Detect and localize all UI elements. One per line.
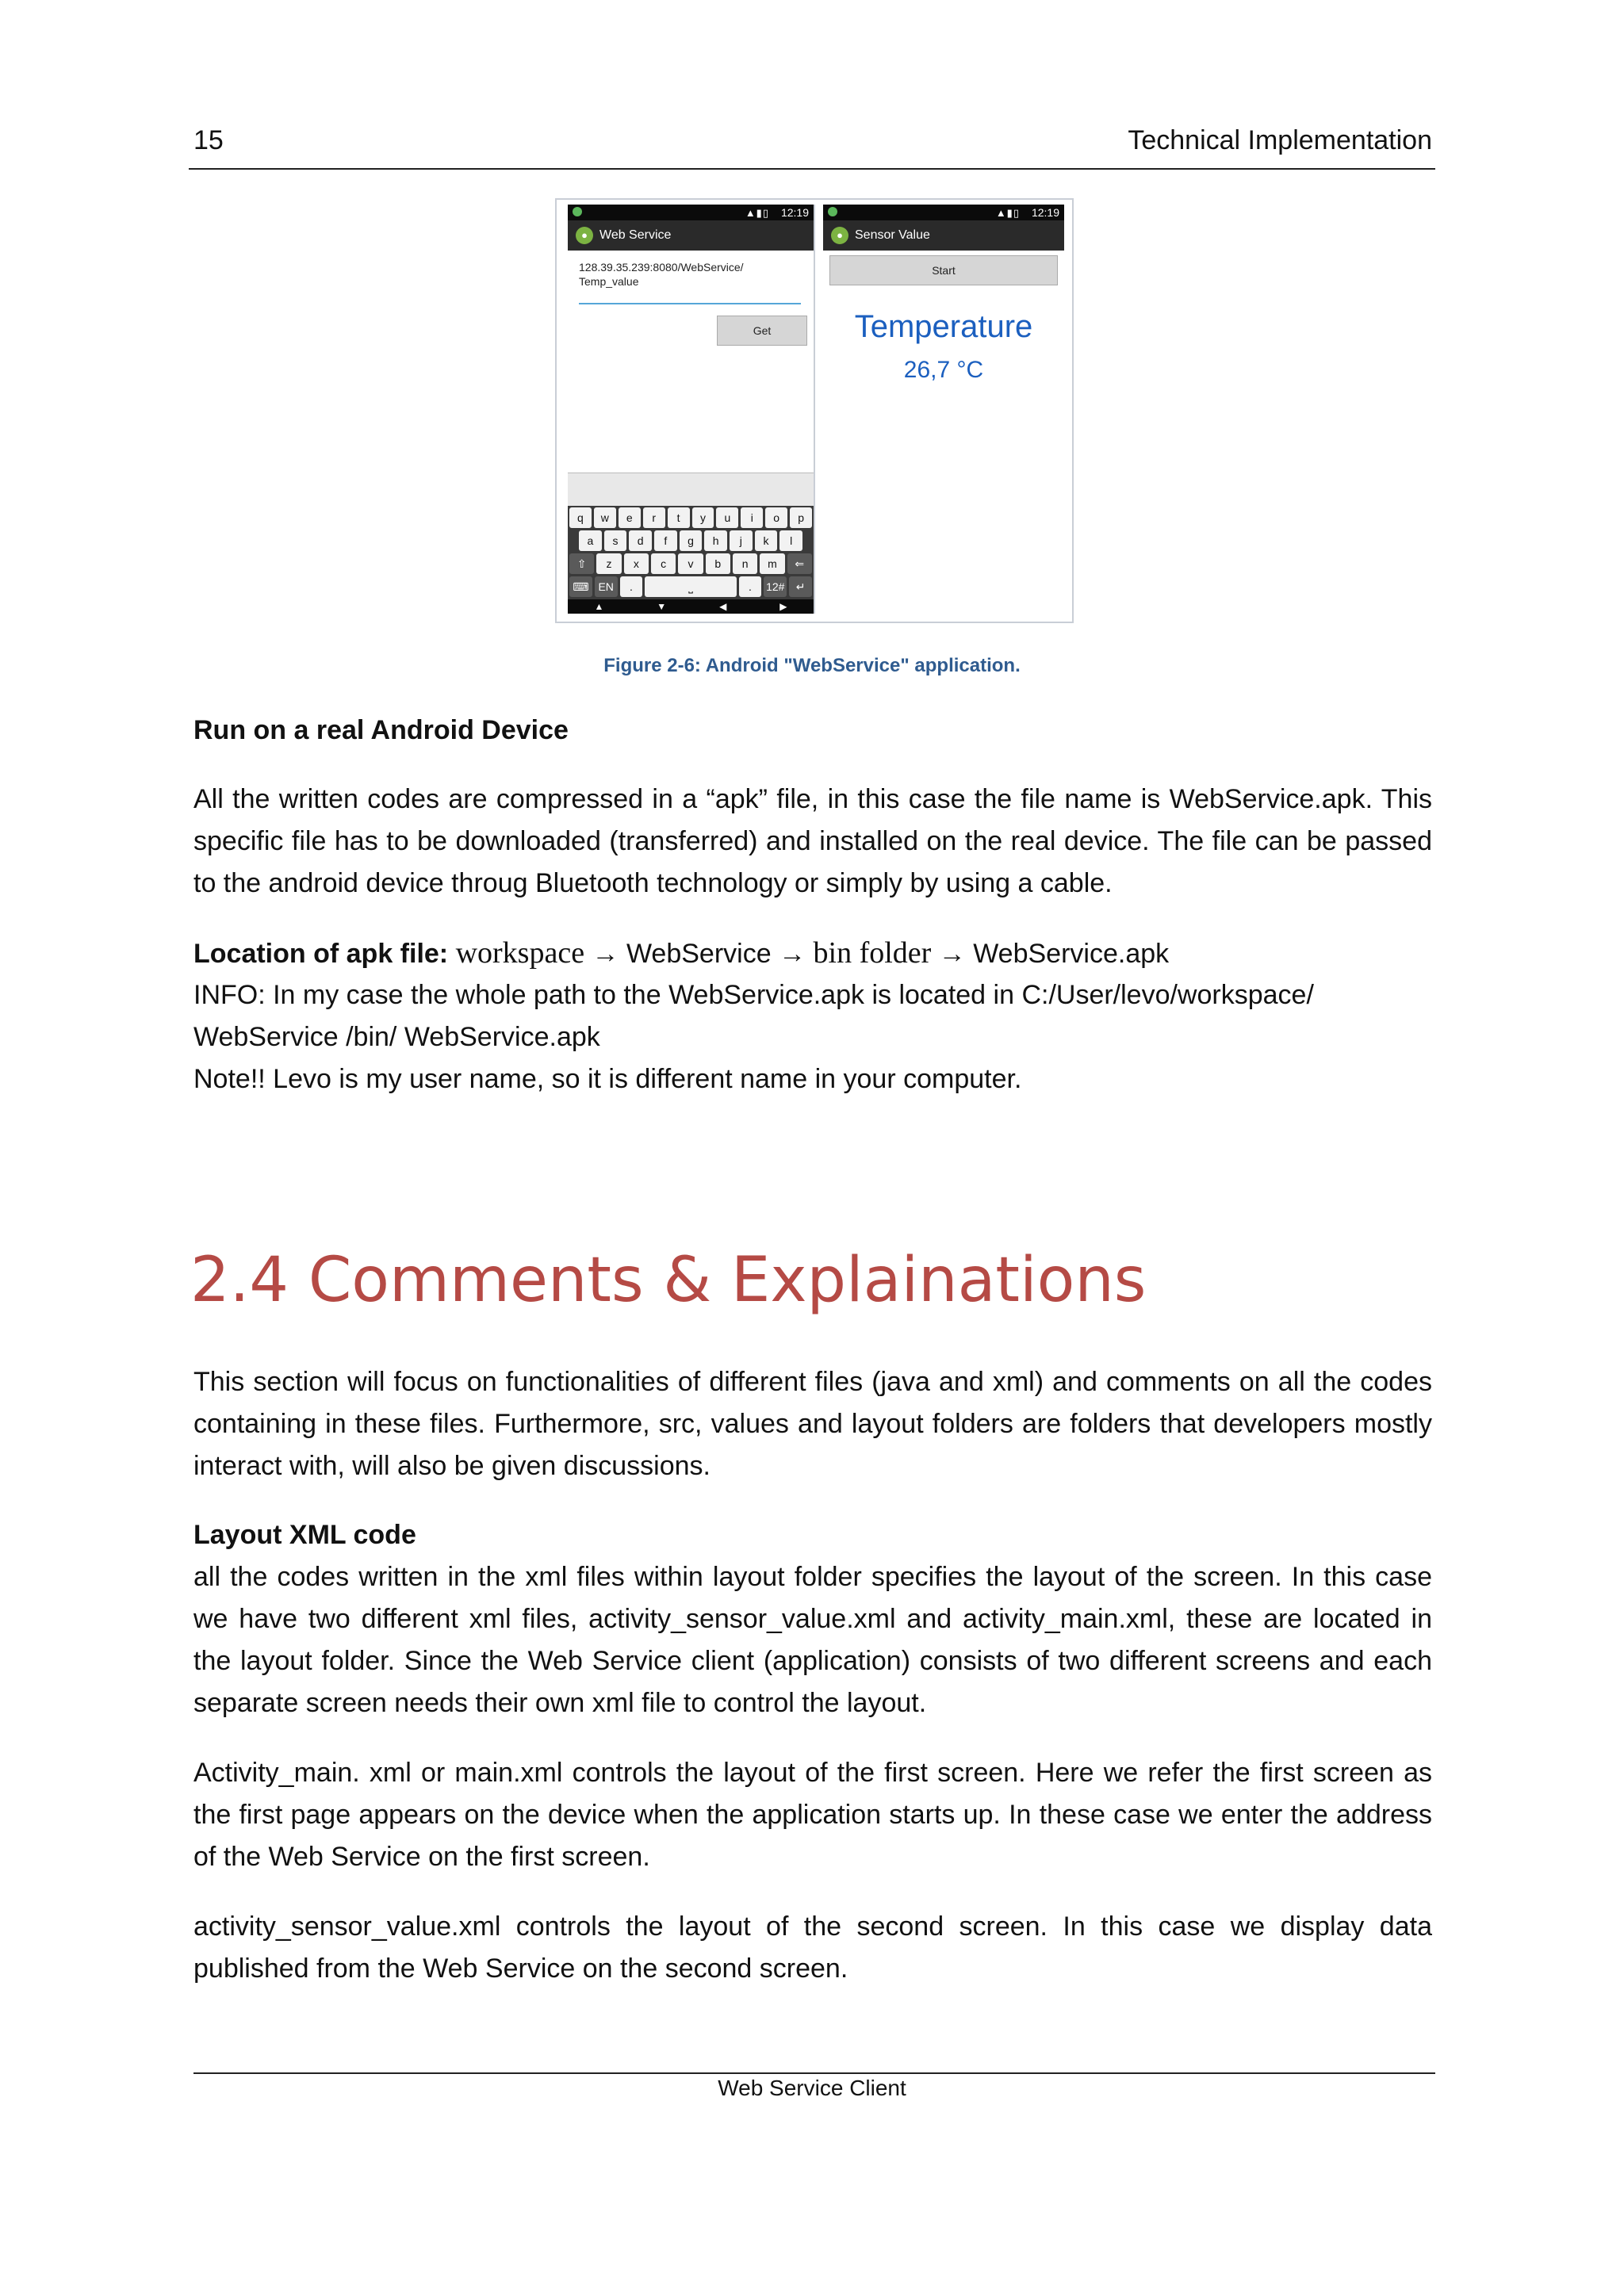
key[interactable]: g (680, 530, 703, 551)
android-icon (828, 207, 837, 216)
key[interactable]: k (755, 530, 778, 551)
backspace-key[interactable]: ⇐ (787, 553, 812, 574)
app-icon: ● (831, 227, 848, 244)
info-line-1: INFO: In my case the whole path to the WebService.apk is located in C:/User/levo/workspace/ (193, 980, 1314, 1010)
sensor-paragraph: activity_sensor_value.xml controls the layout of the second screen. In this case we display data published from the Web Service on the second screen. (193, 1911, 1432, 1984)
location-label: Location of apk file: (193, 939, 449, 969)
key[interactable]: y (692, 507, 714, 528)
enter-key[interactable]: ↵ (789, 576, 812, 597)
app-title: Sensor Value (855, 228, 930, 242)
figure-caption: Figure 2-6: Android "WebService" application. (603, 655, 1021, 676)
key[interactable]: c (651, 553, 676, 574)
keyboard-row-2 (579, 530, 802, 551)
symbols-key[interactable]: 12# (764, 576, 787, 597)
layout-paragraph: all the codes written in the xml files within layout folder specifies the layout of the screen. In this case we have two different xml files, activity_sensor_value.xml and activity_main.xml, these are located in the layout folder. Since the Web Service client (application) consists of two different screens and each separate screen needs their own xml file to control the layout. (193, 1562, 1432, 1718)
right-arrow-icon[interactable]: ▶ (779, 601, 787, 612)
keyboard-row-4 (569, 576, 812, 597)
key[interactable]: r (643, 507, 665, 528)
path-workspace: workspace (455, 936, 585, 970)
key[interactable]: i (741, 507, 763, 528)
key[interactable]: f (654, 530, 677, 551)
intro-paragraph: This section will focus on functionalities of different files (java and xml) and comments on all the codes containing in these files. Furthermore, src, values and layout folders are folders that developers mostly interact with, will also be given discussions. (193, 1367, 1432, 1481)
app-title-bar (568, 220, 814, 251)
get-button[interactable]: Get (717, 316, 807, 346)
up-arrow-icon[interactable]: ▲ (594, 601, 604, 612)
key[interactable]: j (730, 530, 753, 551)
keyboard-suggestion-bar (568, 473, 814, 507)
keyboard-row-3 (569, 553, 812, 574)
url-line-2: Temp_value (579, 275, 639, 288)
key[interactable]: h (704, 530, 727, 551)
footer-title: Web Service Client (718, 2076, 906, 2100)
language-key[interactable]: EN (595, 576, 618, 597)
key[interactable]: d (629, 530, 652, 551)
app-title: Web Service (599, 228, 672, 242)
temperature-value: 26,7 °C (903, 357, 984, 383)
page-number: 15 (193, 125, 224, 155)
soft-keyboard[interactable] (568, 506, 814, 599)
down-arrow-icon[interactable]: ▼ (657, 601, 667, 612)
header-rule (189, 168, 1435, 170)
footer-rule (193, 2072, 1435, 2074)
webservice-screen (568, 205, 815, 614)
running-header-title: Technical Implementation (1128, 125, 1432, 155)
key[interactable]: b (706, 553, 730, 574)
signal-icon: ▲▮▯ (745, 207, 769, 219)
status-clock: 12:19 (1031, 206, 1059, 219)
keyboard-row-1 (569, 507, 812, 528)
space-key[interactable]: ⎵ (645, 576, 736, 597)
key[interactable]: u (716, 507, 738, 528)
status-clock: 12:19 (780, 206, 809, 219)
path-arrow-2: → WebService.apk (931, 939, 1170, 969)
url-input[interactable] (579, 260, 801, 304)
key[interactable]: n (733, 553, 757, 574)
android-nav-bar (568, 599, 814, 614)
key[interactable]: . (620, 576, 643, 597)
run-paragraph: All the written codes are compressed in a “apk” file, in this case the file name is WebService.apk. This specific file has to be downloaded (transferred) and installed on the real device. The file can be passed to the android device throug Bluetooth technology or simply by using a cable. (193, 784, 1432, 898)
status-bar (823, 205, 1064, 220)
layout-heading: Layout XML code (193, 1520, 416, 1550)
key[interactable]: m (760, 553, 784, 574)
location-line (193, 932, 1432, 975)
key[interactable]: q (569, 507, 592, 528)
start-button[interactable]: Start (829, 255, 1058, 285)
signal-icon: ▲▮▯ (995, 207, 1020, 219)
key[interactable]: z (596, 553, 621, 574)
status-bar (568, 205, 814, 220)
app-icon: ● (576, 227, 593, 244)
figure-android-screens (555, 198, 1074, 623)
path-bin-folder: bin folder (813, 936, 932, 970)
key[interactable]: t (668, 507, 690, 528)
key[interactable]: e (619, 507, 641, 528)
note-line: Note!! Levo is my user name, so it is different name in your computer. (193, 1064, 1022, 1094)
sensor-value-screen (823, 205, 1064, 614)
app-title-bar (823, 220, 1064, 251)
shift-key[interactable]: ⇧ (569, 553, 594, 574)
path-arrow-1: → WebService → (584, 939, 814, 969)
run-heading: Run on a real Android Device (193, 715, 569, 745)
key[interactable]: l (779, 530, 802, 551)
key[interactable]: w (594, 507, 616, 528)
key[interactable]: x (624, 553, 649, 574)
keyboard-settings-key[interactable]: ⌨ (569, 576, 592, 597)
temperature-label: Temperature (854, 309, 1033, 344)
key[interactable]: v (678, 553, 703, 574)
key[interactable]: . (739, 576, 762, 597)
info-line-2: WebService /bin/ WebService.apk (193, 1022, 600, 1052)
left-arrow-icon[interactable]: ◀ (719, 601, 727, 612)
android-icon (573, 207, 582, 216)
key[interactable]: a (579, 530, 602, 551)
key[interactable]: o (765, 507, 787, 528)
section-heading: 2.4 Comments & Explainations (190, 1245, 1147, 1316)
key[interactable]: p (790, 507, 812, 528)
key[interactable]: s (604, 530, 627, 551)
url-line-1: 128.39.35.239:8080/WebService/ (579, 261, 744, 274)
activity-main-paragraph: Activity_main. xml or main.xml controls the layout of the first screen. Here we refer the first screen as the first page appears on the device when the application starts up. In these case we enter the address of the Web Service on the first screen. (193, 1758, 1432, 1872)
